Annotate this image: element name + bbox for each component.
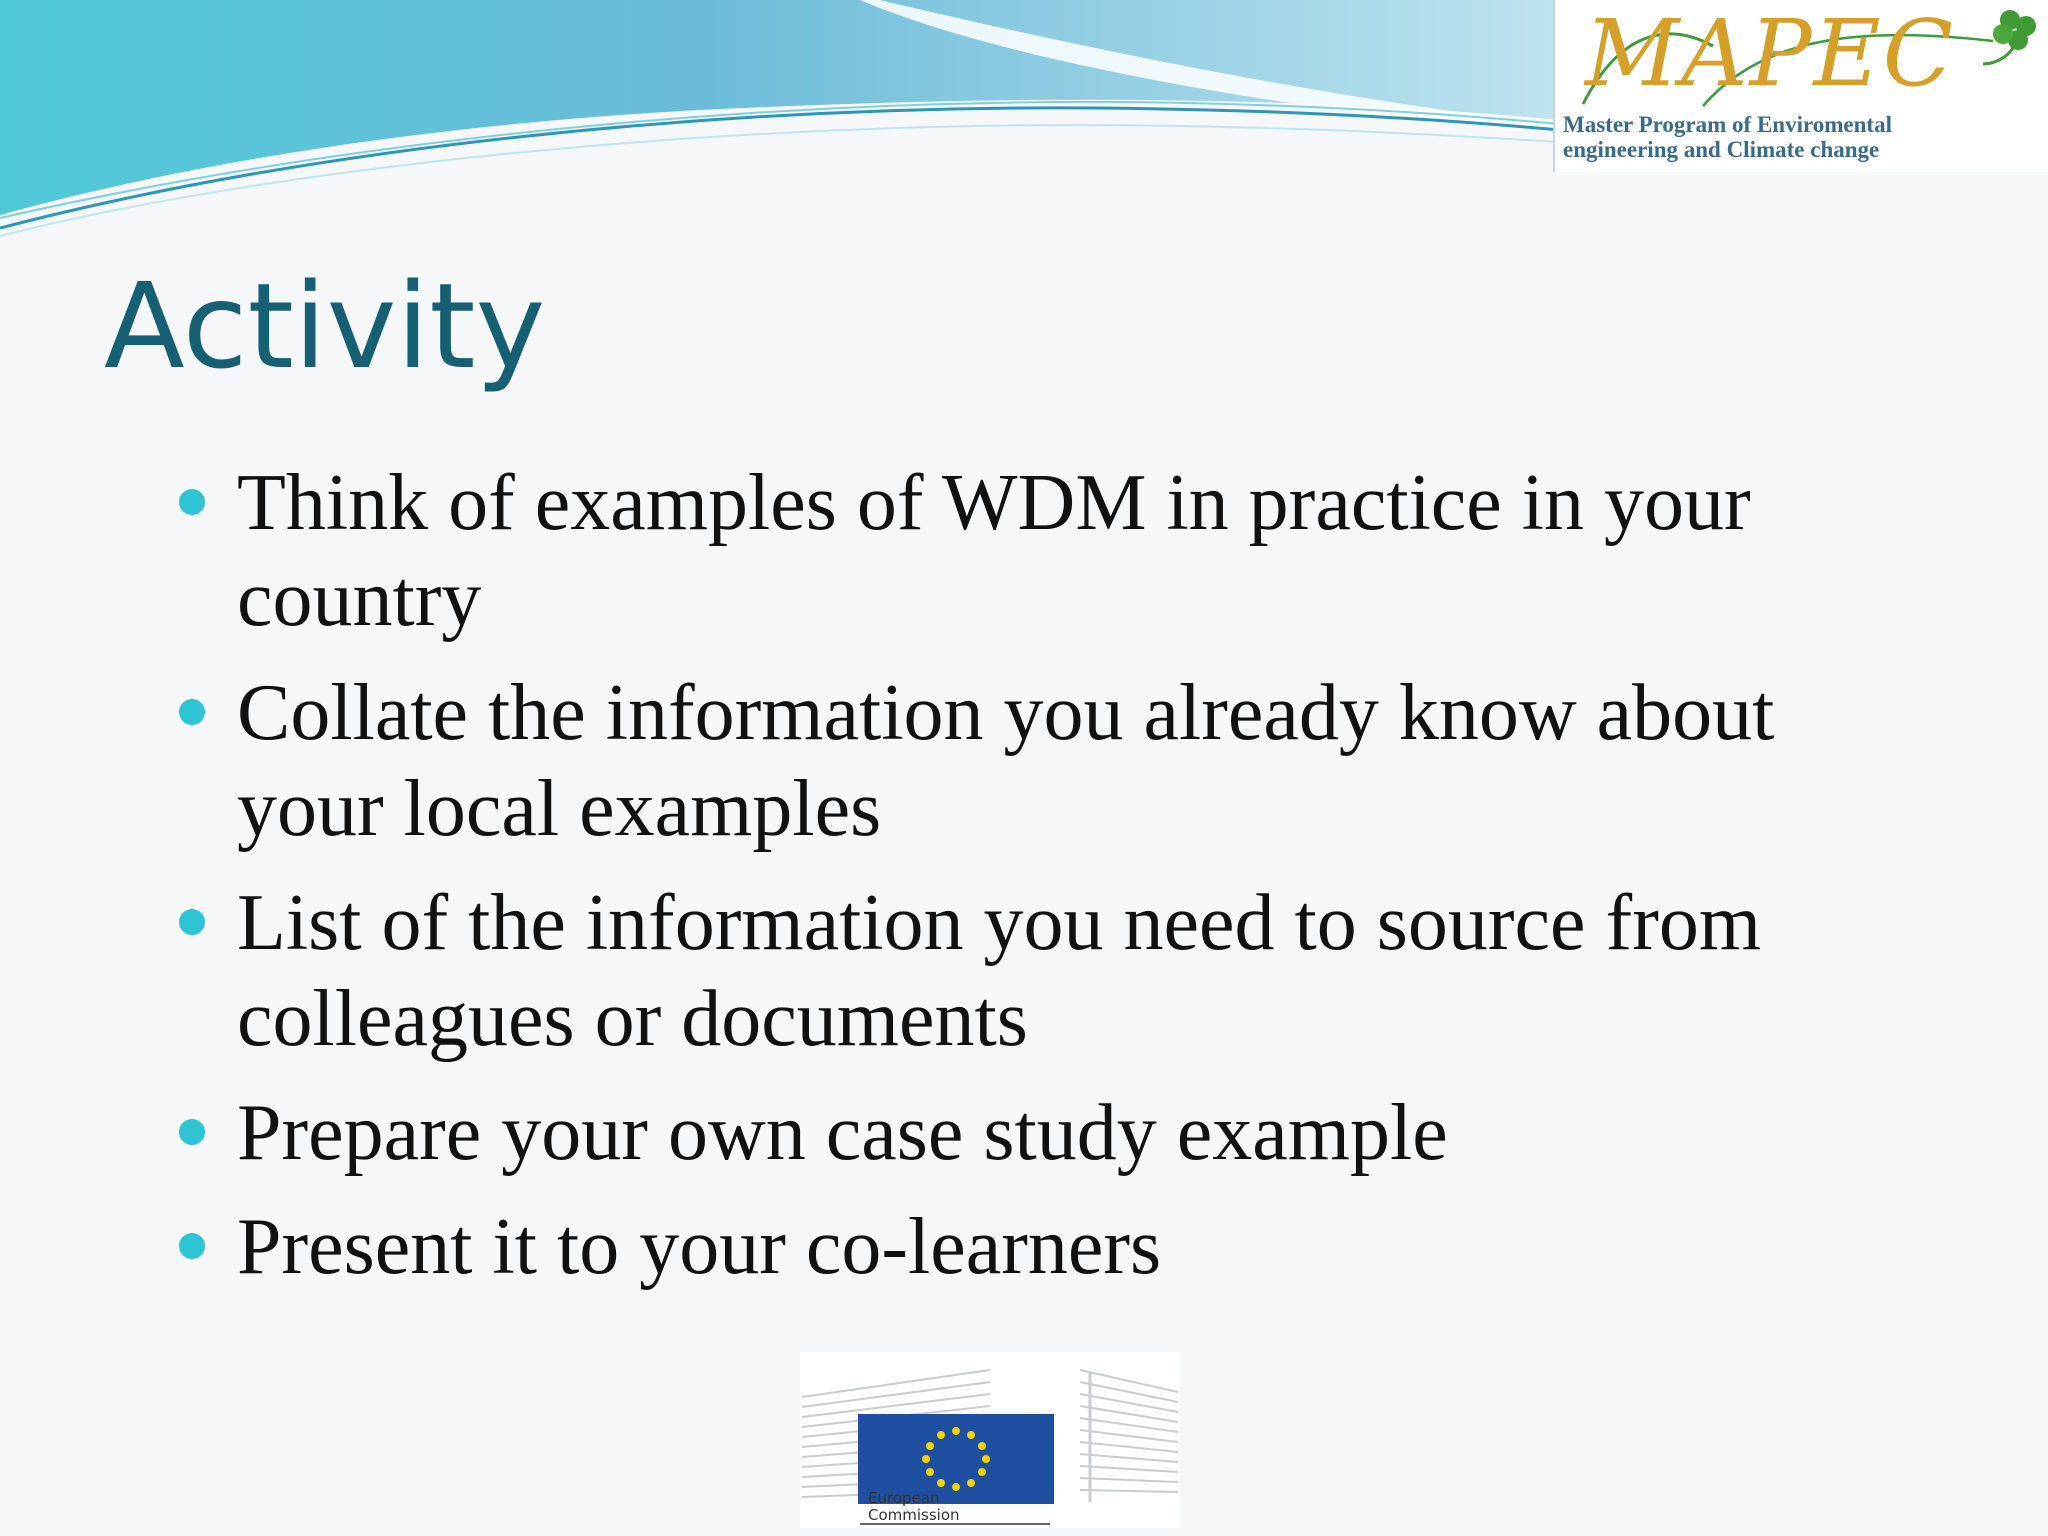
mapec-subtitle-line2: engineering and Climate change [1563,137,1880,162]
european-commission-mark [800,1352,1180,1528]
bullet-text: Present it to your co-learners [237,1203,1162,1291]
list-item [175,665,1895,857]
bullet-text: Prepare your own case study example [237,1089,1448,1177]
clover-icon [1983,10,2036,64]
bullet-dot-icon [179,1119,205,1145]
bullet-dot-icon [179,909,205,935]
bullet-text: List of the information you need to source from colleagues or documents [237,879,1762,1063]
bullet-dot-icon [179,699,205,725]
european-commission-logo [800,1352,1180,1528]
eu-logo-line2: Commission [868,1506,960,1524]
bullet-list [175,455,1895,1313]
list-item [175,1199,1895,1295]
mapec-subtitle-line1: Master Program of Enviromental [1563,112,1892,137]
bullet-dot-icon [179,1233,205,1259]
list-item [175,1085,1895,1181]
list-item [175,875,1895,1067]
eu-logo-line1: European [868,1489,940,1507]
mapec-logo-subtitle [1563,112,2043,162]
list-item [175,455,1895,647]
mapec-logo [1553,0,2048,172]
bullet-dot-icon [179,489,205,515]
bullet-text: Collate the information you already know about your local examples [237,669,1775,853]
page-title: Activity [104,257,546,395]
bullet-text: Think of examples of WDM in practice in your country [237,459,1751,643]
mapec-logo-name: MAPEC [1585,0,1956,107]
